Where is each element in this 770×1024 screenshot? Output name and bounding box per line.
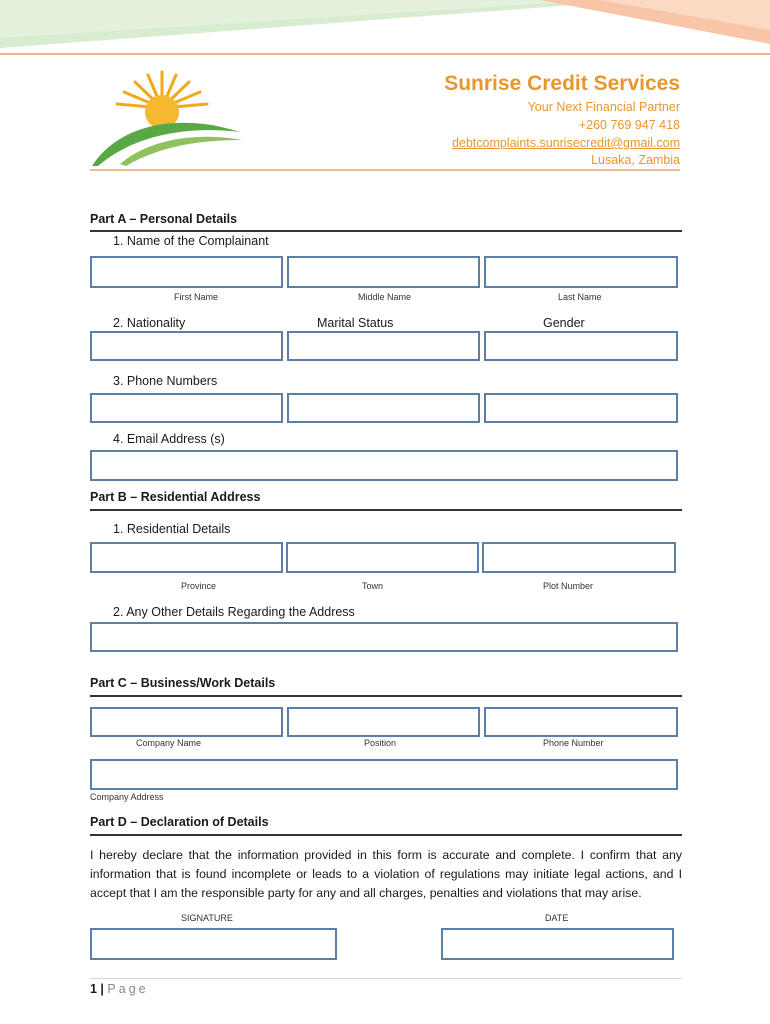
town-caption: Town <box>362 581 384 591</box>
part-a-divider <box>90 230 682 232</box>
middle-name-caption: Middle Name <box>358 292 412 302</box>
email-address-field[interactable] <box>90 450 678 481</box>
declaration-text: I hereby declare that the information provided in this form is accurate and complete. I confirm that any information that is found incomplete or leads to a violation of regulations may initiate legal actions, and I accept that I am the responsible party for any and all charges, penalties and violations that may arise. <box>90 848 682 900</box>
position-caption: Position <box>364 738 397 748</box>
phone-number-field-2[interactable] <box>287 393 480 423</box>
header-band <box>0 0 770 60</box>
middle-name-field[interactable] <box>287 256 480 288</box>
email-address-label: 4. Email Address (s) <box>113 432 225 446</box>
company-address-field[interactable] <box>90 759 678 790</box>
company-name-caption: Company Name <box>136 738 202 748</box>
company-name-field[interactable] <box>90 707 283 737</box>
complainant-name-label: 1. Name of the Complainant <box>113 234 269 248</box>
province-field[interactable] <box>90 542 283 573</box>
page-label: Page <box>107 982 149 996</box>
marital-status-field[interactable] <box>287 331 480 361</box>
part-c-divider <box>90 695 682 697</box>
part-a-title: Part A – Personal Details <box>90 212 238 226</box>
phone-number-caption: Phone Number <box>543 738 604 748</box>
part-b-divider <box>90 509 682 511</box>
part-c-title: Part C – Business/Work Details <box>90 676 276 690</box>
position-field[interactable] <box>287 707 480 737</box>
gender-field[interactable] <box>484 331 678 361</box>
residential-details-label: 1. Residential Details <box>113 522 231 536</box>
signature-field[interactable] <box>90 928 337 960</box>
town-field[interactable] <box>286 542 479 573</box>
other-address-details-field[interactable] <box>90 622 678 652</box>
footer-divider <box>90 978 682 979</box>
last-name-caption: Last Name <box>558 292 602 302</box>
signature-caption: SIGNATURE <box>181 913 233 923</box>
other-address-details-label: 2. Any Other Details Regarding the Address <box>113 605 355 619</box>
company-email-link[interactable]: debtcomplaints.sunrisecredit@gmail.com <box>451 136 680 150</box>
part-d-divider <box>90 834 682 836</box>
part-d-title: Part D – Declaration of Details <box>90 815 269 829</box>
gender-label: Gender <box>543 316 585 330</box>
part-b-title: Part B – Residential Address <box>90 490 261 504</box>
marital-status-label: Marital Status <box>317 316 394 330</box>
header-divider <box>90 169 680 171</box>
company-name: Sunrise Credit Services <box>444 72 680 95</box>
province-caption: Province <box>181 581 217 591</box>
company-phone: +260 769 947 418 <box>578 118 680 132</box>
first-name-field[interactable] <box>90 256 283 288</box>
last-name-field[interactable] <box>484 256 678 288</box>
page-separator: | <box>96 982 108 996</box>
plot-number-field[interactable] <box>482 542 676 573</box>
sunrise-logo <box>90 68 245 168</box>
phone-numbers-label: 3. Phone Numbers <box>113 374 218 388</box>
page-number: 1 <box>90 982 97 996</box>
nationality-field[interactable] <box>90 331 283 361</box>
nationality-label: 2. Nationality <box>113 316 186 330</box>
first-name-caption: First Name <box>174 292 219 302</box>
page-footer <box>90 982 149 996</box>
phone-number-field-3[interactable] <box>484 393 678 423</box>
company-location: Lusaka, Zambia <box>591 153 680 167</box>
work-phone-number-field[interactable] <box>484 707 678 737</box>
date-field[interactable] <box>441 928 674 960</box>
phone-number-field-1[interactable] <box>90 393 283 423</box>
company-address-caption: Company Address <box>90 792 164 802</box>
plot-number-caption: Plot Number <box>543 581 594 591</box>
date-caption: DATE <box>545 913 569 923</box>
company-tagline: Your Next Financial Partner <box>527 100 680 114</box>
